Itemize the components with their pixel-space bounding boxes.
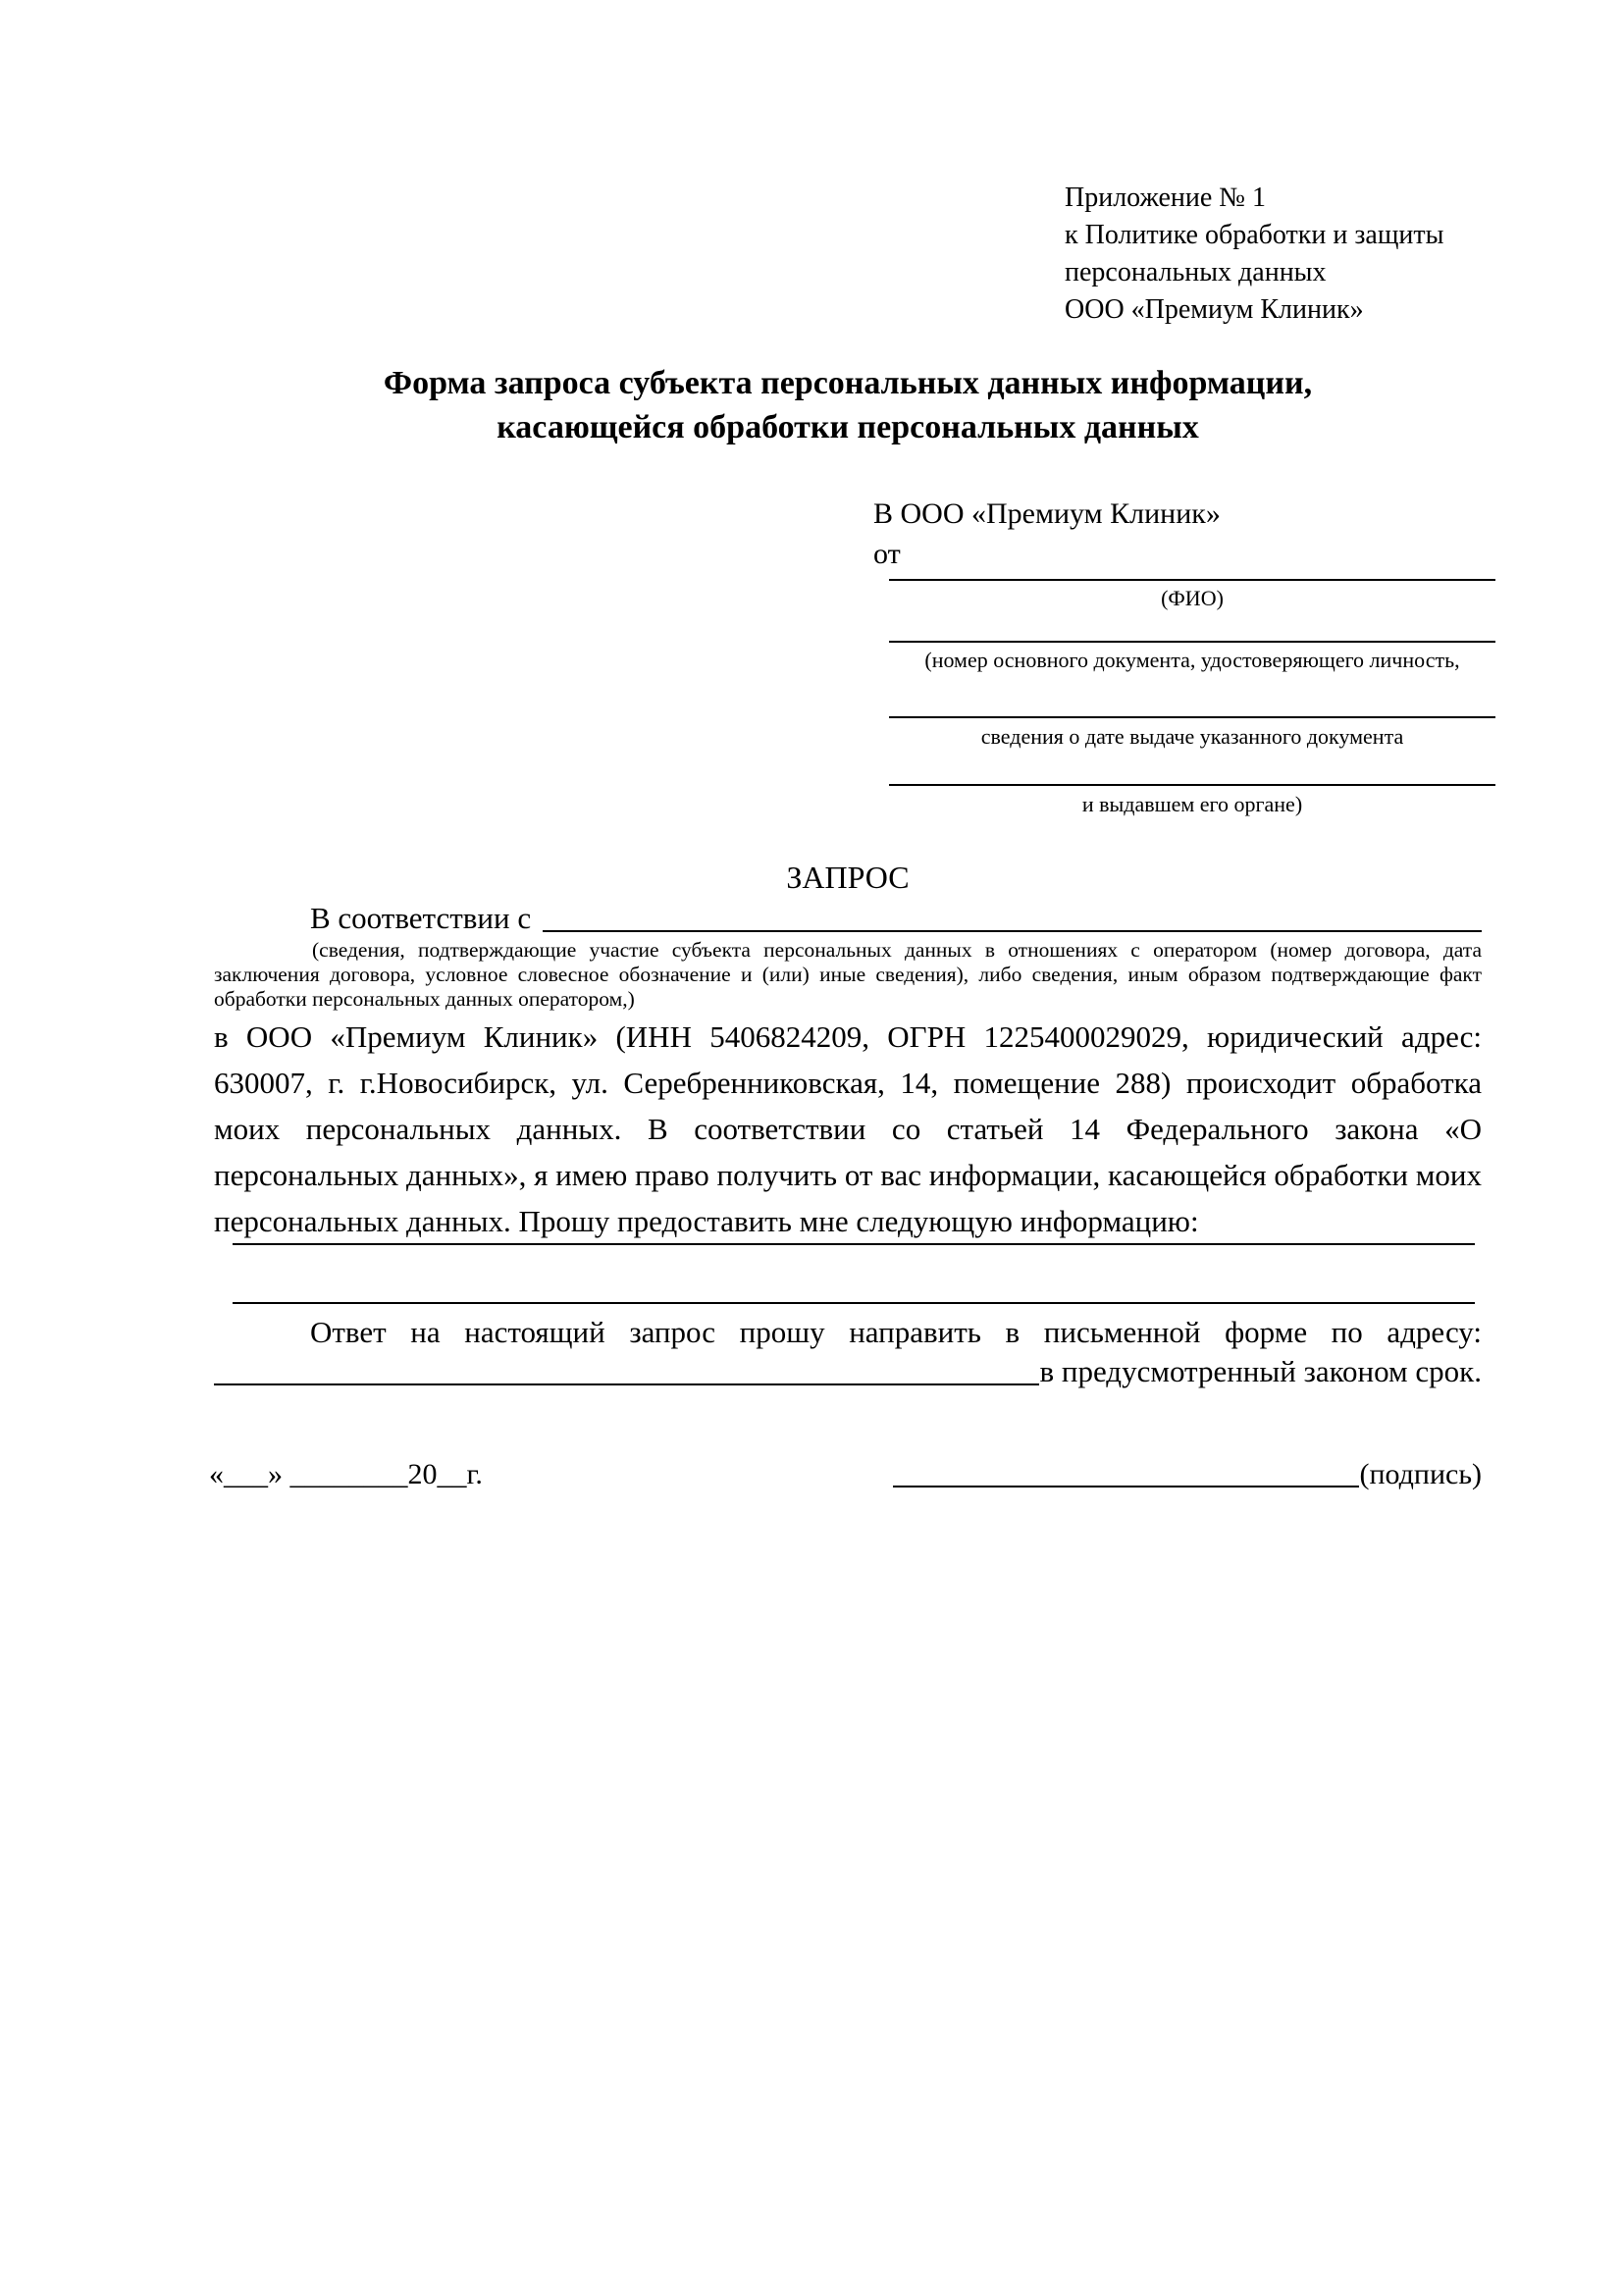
signature-line xyxy=(893,1456,1482,1493)
footnote-text: (сведения, подтверждающие участие субъекта персональных данных в отношениях с оператором (номер договора, дата заключения договора, условное словесное обозначение и (или) иные сведения), либо сведения, иным образом подтверждающие факт обработки персональных данных оператором,) xyxy=(214,938,1482,1011)
appendix-line-2: к Политике обработки и защиты xyxy=(1065,220,1444,250)
reply-tail-line xyxy=(214,1352,1482,1391)
form-title xyxy=(214,361,1482,449)
accordance-gap xyxy=(531,899,543,938)
body-paragraph: в ООО «Премиум Клиник» (ИНН 5406824209, ОГРН 1225400029029, юридический адрес: 630007, г. г.Новосибирск, ул. Серебренниковская, 14, помещение 288) происходит обработка моих персональных данных. В соответствии со статьей 14 Федерального закона «О персональных данных», я имею право получить от вас информации, касающейся обработки моих персональных данных. Прошу предоставить мне следующую информацию: xyxy=(214,1019,1482,1238)
appendix-line-1: Приложение № 1 xyxy=(1065,183,1266,213)
address-blank-line xyxy=(214,1352,1039,1385)
addressee-to: В ООО «Премиум Клиник» xyxy=(873,497,1221,530)
issue-date-blank-line xyxy=(889,716,1495,718)
issuer-blank-line xyxy=(889,784,1495,786)
info-blank-line-1 xyxy=(233,1243,1475,1245)
accordance-line xyxy=(214,899,1482,938)
fio-blank-line xyxy=(889,579,1495,581)
request-heading: ЗАПРОС xyxy=(786,860,910,895)
form-title-line-1: Форма запроса субъекта персональных данных информации, xyxy=(383,365,1313,401)
reply-tail-text: в предусмотренный законом срок. xyxy=(1039,1354,1482,1388)
appendix-header xyxy=(1065,180,1516,329)
accordance-label: В соответствии с xyxy=(310,901,532,935)
issuer-caption: и выдавшем его органе) xyxy=(1081,792,1303,816)
doc-number-blank-line xyxy=(889,641,1495,643)
info-blank-line-2 xyxy=(233,1302,1475,1304)
issue-date-caption: сведения о дате выдаче указанного документа xyxy=(980,724,1404,749)
appendix-line-3: персональных данных xyxy=(1065,257,1327,287)
date-line: «___» ________20__г. xyxy=(209,1458,483,1490)
reply-paragraph: Ответ на настоящий запрос прошу направить в письменной форме по адресу: xyxy=(310,1315,1482,1349)
signature-caption: (подпись) xyxy=(1359,1458,1482,1490)
signature-blank-line xyxy=(893,1456,1359,1487)
fio-caption: (ФИО) xyxy=(1161,586,1224,610)
addressee-from-label: от xyxy=(873,538,901,570)
doc-number-caption: (номер основного документа, удостоверяющего личность, xyxy=(924,648,1460,672)
appendix-line-4: ООО «Премиум Клиник» xyxy=(1065,294,1364,325)
form-title-line-2: касающейся обработки персональных данных xyxy=(497,409,1199,445)
accordance-blank-line xyxy=(543,899,1482,932)
